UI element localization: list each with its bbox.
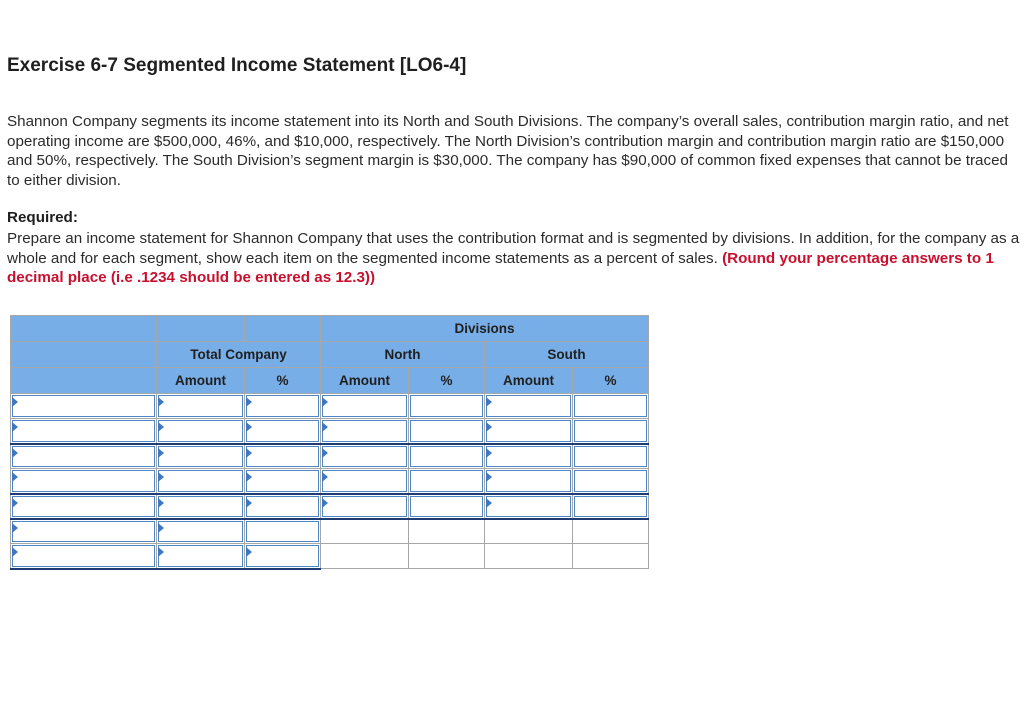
table-row xyxy=(11,444,649,469)
south-amount-input[interactable] xyxy=(485,394,573,419)
dropdown-arrow-icon xyxy=(12,397,18,407)
dropdown-arrow-icon xyxy=(322,472,328,482)
line-item-select[interactable] xyxy=(11,394,157,419)
dropdown-arrow-icon xyxy=(486,472,492,482)
empty-cell xyxy=(573,519,649,544)
south-percent-input[interactable] xyxy=(573,494,649,519)
header-blank-cell xyxy=(11,342,157,368)
south-percent-input[interactable] xyxy=(573,469,649,494)
empty-cell xyxy=(573,544,649,569)
line-item-select[interactable] xyxy=(11,469,157,494)
south-amount-header: Amount xyxy=(485,368,573,394)
total-amount-header: Amount xyxy=(157,368,245,394)
total-amount-input[interactable] xyxy=(157,519,245,544)
empty-cell xyxy=(409,544,485,569)
dropdown-arrow-icon xyxy=(158,523,164,533)
dropdown-arrow-icon xyxy=(158,547,164,557)
empty-cell xyxy=(321,519,409,544)
dropdown-arrow-icon xyxy=(246,448,252,458)
segmented-income-statement-table xyxy=(10,315,649,570)
north-header: North xyxy=(321,342,485,368)
total-percent-input[interactable] xyxy=(245,494,321,519)
dropdown-arrow-icon xyxy=(12,498,18,508)
line-item-select[interactable] xyxy=(11,519,157,544)
total-percent-input[interactable] xyxy=(245,544,321,569)
dropdown-arrow-icon xyxy=(322,498,328,508)
empty-cell xyxy=(321,544,409,569)
north-amount-header: Amount xyxy=(321,368,409,394)
dropdown-arrow-icon xyxy=(12,523,18,533)
dropdown-arrow-icon xyxy=(158,498,164,508)
line-item-select[interactable] xyxy=(11,419,157,444)
north-percent-header: % xyxy=(409,368,485,394)
dropdown-arrow-icon xyxy=(12,472,18,482)
problem-description: Shannon Company segments its income statement into its North and South Divisions. The company’s overall sales, contribution margin ratio, and net operating income are $500,000, 46%, and $10,000, respectively. The North Division’s contribution margin and contribution margin ratio are $150,000 and 50%, respectively. The South Division’s segment margin is $30,000. The company has $90,000 of common fixed expenses that cannot be traced to either division. xyxy=(7,113,1009,189)
north-amount-input[interactable] xyxy=(321,469,409,494)
total-amount-input[interactable] xyxy=(157,394,245,419)
table-row xyxy=(11,394,649,419)
south-percent-input[interactable] xyxy=(573,419,649,444)
north-amount-input[interactable] xyxy=(321,419,409,444)
header-row-columns xyxy=(11,368,649,394)
table-row xyxy=(11,469,649,494)
south-percent-header: % xyxy=(573,368,649,394)
south-amount-input[interactable] xyxy=(485,494,573,519)
north-amount-input[interactable] xyxy=(321,494,409,519)
required-heading: Required: xyxy=(7,209,78,226)
dropdown-arrow-icon xyxy=(246,422,252,432)
dropdown-arrow-icon xyxy=(158,397,164,407)
empty-cell xyxy=(485,519,573,544)
north-amount-input[interactable] xyxy=(321,394,409,419)
table-row xyxy=(11,519,649,544)
dropdown-arrow-icon xyxy=(158,422,164,432)
header-blank-cell xyxy=(245,316,321,342)
line-item-select[interactable] xyxy=(11,444,157,469)
header-row-segments xyxy=(11,342,649,368)
dropdown-arrow-icon xyxy=(486,422,492,432)
dropdown-arrow-icon xyxy=(486,448,492,458)
table-row xyxy=(11,419,649,444)
total-percent-input[interactable] xyxy=(245,419,321,444)
south-amount-input[interactable] xyxy=(485,419,573,444)
dropdown-arrow-icon xyxy=(158,448,164,458)
divisions-header: Divisions xyxy=(321,316,649,342)
empty-cell xyxy=(485,544,573,569)
total-amount-input[interactable] xyxy=(157,494,245,519)
dropdown-arrow-icon xyxy=(322,397,328,407)
north-amount-input[interactable] xyxy=(321,444,409,469)
north-percent-input[interactable] xyxy=(409,444,485,469)
south-header: South xyxy=(485,342,649,368)
required-instructions xyxy=(7,229,1023,288)
south-percent-input[interactable] xyxy=(573,444,649,469)
dropdown-arrow-icon xyxy=(322,422,328,432)
line-item-select[interactable] xyxy=(11,544,157,569)
north-percent-input[interactable] xyxy=(409,394,485,419)
total-percent-input[interactable] xyxy=(245,394,321,419)
dropdown-arrow-icon xyxy=(246,397,252,407)
total-amount-input[interactable] xyxy=(157,419,245,444)
total-percent-input[interactable] xyxy=(245,519,321,544)
north-percent-input[interactable] xyxy=(409,469,485,494)
table-row xyxy=(11,544,649,569)
header-blank-cell xyxy=(11,316,157,342)
page-title: Exercise 6-7 Segmented Income Statement [LO6-4] xyxy=(7,55,467,76)
line-item-select[interactable] xyxy=(11,494,157,519)
table-row xyxy=(11,494,649,519)
north-percent-input[interactable] xyxy=(409,419,485,444)
dropdown-arrow-icon xyxy=(486,498,492,508)
total-amount-input[interactable] xyxy=(157,444,245,469)
dropdown-arrow-icon xyxy=(12,448,18,458)
dropdown-arrow-icon xyxy=(158,472,164,482)
south-amount-input[interactable] xyxy=(485,444,573,469)
dropdown-arrow-icon xyxy=(12,547,18,557)
header-blank-cell xyxy=(11,368,157,394)
empty-cell xyxy=(409,519,485,544)
dropdown-arrow-icon xyxy=(12,422,18,432)
header-blank-cell xyxy=(157,316,245,342)
dropdown-arrow-icon xyxy=(322,448,328,458)
north-percent-input[interactable] xyxy=(409,494,485,519)
required-text: Prepare an income statement for Shannon Company that uses the contribution format and is segmented by divisions. In addition, for the company as a whole and for each segment, show each item on the segmented income statements as a percent of sales. xyxy=(7,230,1020,267)
total-company-header: Total Company xyxy=(157,342,321,368)
total-amount-input[interactable] xyxy=(157,469,245,494)
south-amount-input[interactable] xyxy=(485,469,573,494)
total-amount-input[interactable] xyxy=(157,544,245,569)
dropdown-arrow-icon xyxy=(246,472,252,482)
total-percent-input[interactable] xyxy=(245,469,321,494)
dropdown-arrow-icon xyxy=(246,547,252,557)
rounding-note: (Round your percentage answers to 1 decimal place (i.e .1234 should be entered as 12.3)) xyxy=(7,249,994,287)
total-percent-header: % xyxy=(245,368,321,394)
header-row-divisions xyxy=(11,316,649,342)
dropdown-arrow-icon xyxy=(246,498,252,508)
dropdown-arrow-icon xyxy=(486,397,492,407)
south-percent-input[interactable] xyxy=(573,394,649,419)
total-percent-input[interactable] xyxy=(245,444,321,469)
